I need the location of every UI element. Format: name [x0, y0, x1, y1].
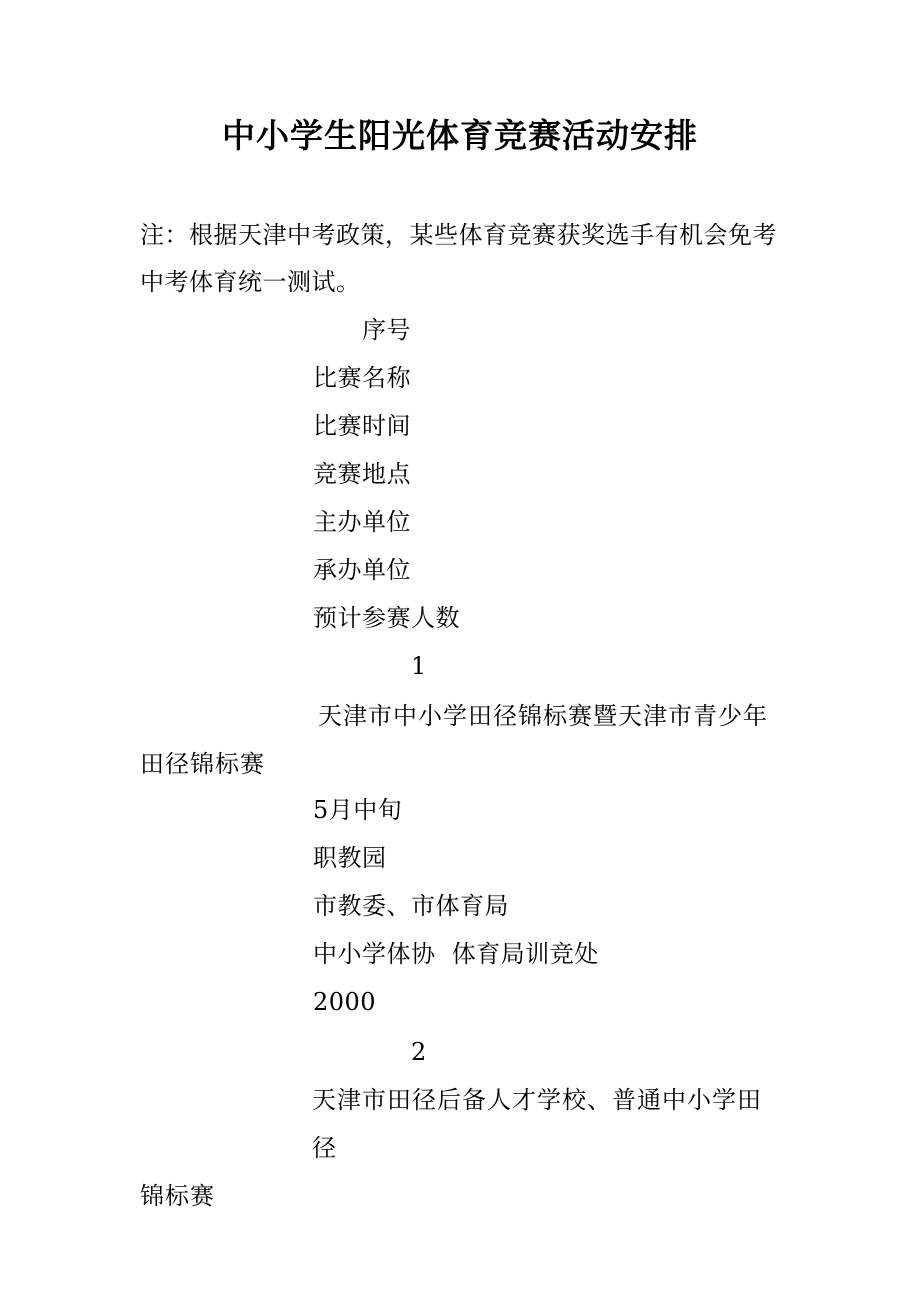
policy-note: 注：根据天津中考政策，某些体育竞赛获奖选手有机会免考中考体育统一测试。 [140, 221, 777, 296]
header-name: 比赛名称 [313, 364, 411, 392]
entry-1-participants: 2000 [313, 988, 377, 1016]
entry-2-name-line2: 锦标赛 [140, 1182, 215, 1210]
header-host: 主办单位 [313, 508, 411, 536]
header-index: 序号 [362, 316, 411, 344]
document-title: 中小学生阳光体育竞赛活动安排 [222, 116, 698, 155]
entry-2-name [140, 1076, 785, 1220]
entry-2-name-line1: 天津市田径后备人才学校、普通中小学田径 [312, 1086, 762, 1162]
header-venue: 竞赛地点 [313, 460, 411, 488]
entry-2-index: 2 [411, 1038, 427, 1066]
header-organizer: 承办单位 [313, 556, 411, 584]
entry-1-index: 1 [411, 652, 427, 680]
entry-1-host: 市教委、市体育局 [313, 892, 509, 920]
header-time: 比赛时间 [313, 412, 411, 440]
entry-1-name-line2: 田径锦标赛 [140, 750, 265, 778]
header-participants: 预计参赛人数 [313, 604, 460, 632]
entry-1-venue: 职教园 [313, 844, 387, 872]
entry-1-time: 5月中旬 [313, 796, 403, 824]
entry-1-organizer: 中小学体协 体育局训竞处 [313, 940, 599, 968]
entry-1-name-line1: 天津市中小学田径锦标赛暨天津市青少年 [318, 702, 768, 730]
entry-1-name [140, 692, 785, 788]
